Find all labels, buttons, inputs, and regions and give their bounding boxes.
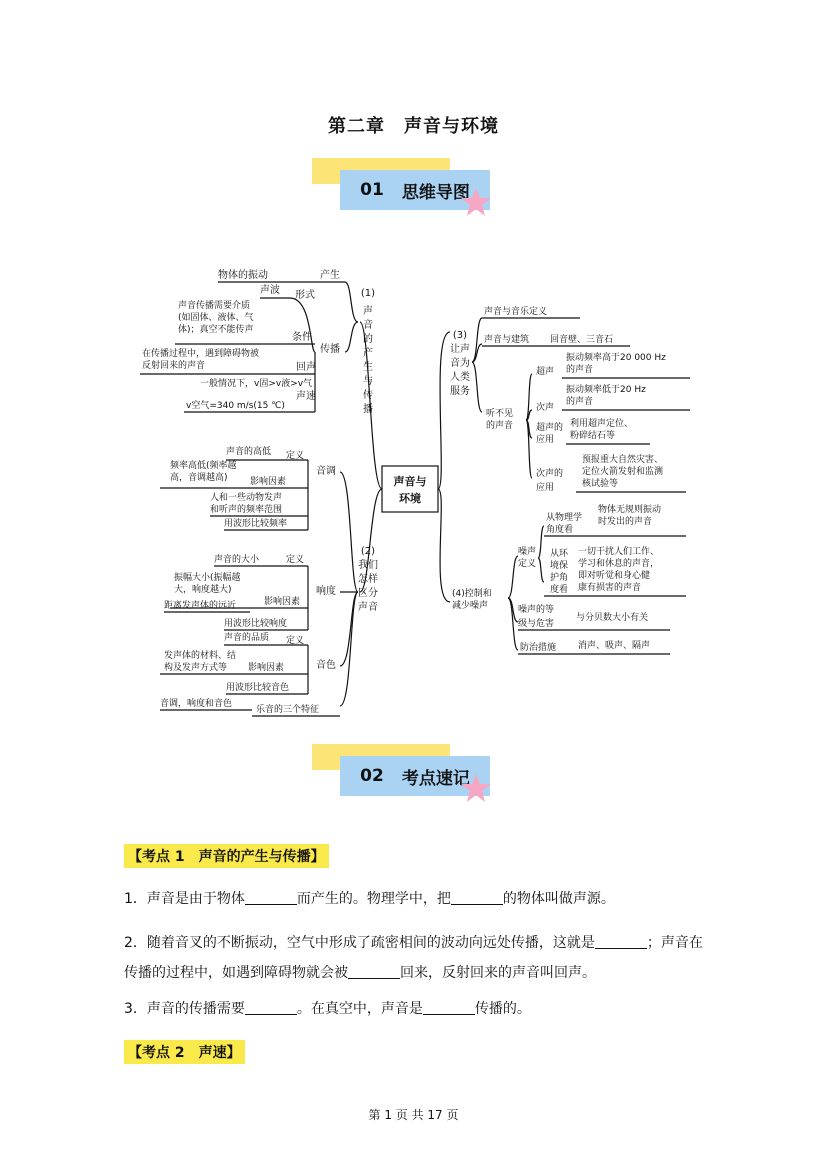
svg-text:护角: 护角	[550, 573, 569, 583]
svg-text:康有损害的声音: 康有损害的声音	[578, 583, 642, 593]
svg-text:用波形比较响度: 用波形比较响度	[224, 619, 288, 629]
svg-text:影响因素: 影响因素	[250, 477, 287, 487]
banner-label: 思维导图	[401, 182, 470, 203]
mind-map	[130, 262, 690, 722]
svg-text:定义: 定义	[286, 636, 305, 646]
svg-text:减少噪声: 减少噪声	[452, 601, 489, 611]
svg-text:物体的振动: 物体的振动	[218, 270, 268, 281]
svg-text:的声音: 的声音	[566, 365, 594, 375]
svg-text:从环: 从环	[550, 549, 569, 559]
svg-text:产: 产	[363, 348, 373, 359]
svg-text:传: 传	[363, 390, 373, 401]
question-3: 3．声音的传播需要 。在真空中，声音是 传播的。	[124, 1001, 531, 1017]
svg-text:一切干扰人们工作、: 一切干扰人们工作、	[578, 547, 660, 557]
svg-text:振动频率高于20 000 Hz: 振动频率高于20 000 Hz	[566, 353, 666, 363]
page-footer: 第 1 页 共 17 页	[368, 1108, 459, 1122]
svg-text:怎样: 怎样	[358, 574, 378, 585]
svg-text:声音与音乐定义: 声音与音乐定义	[484, 307, 548, 317]
svg-text:发声体的材料、结: 发声体的材料、结	[164, 651, 237, 661]
svg-text:应用: 应用	[536, 435, 555, 445]
svg-text:区分: 区分	[358, 588, 378, 599]
answer-blank[interactable]	[245, 890, 297, 905]
svg-text:回声: 回声	[296, 362, 316, 373]
svg-text:防治措施: 防治措施	[520, 643, 557, 653]
svg-text:的声音: 的声音	[486, 421, 514, 431]
svg-text:消声、吸声、隔声: 消声、吸声、隔声	[578, 641, 651, 651]
svg-text:振幅大小(振幅越: 振幅大小(振幅越	[174, 573, 241, 583]
svg-text:声音与建筑: 声音与建筑	[484, 335, 530, 345]
svg-text:与: 与	[363, 376, 373, 387]
svg-text:噪声的等: 噪声的等	[518, 605, 555, 615]
svg-text:应用: 应用	[536, 483, 555, 493]
star-icon	[460, 772, 492, 804]
svg-text:粉碎结石等: 粉碎结石等	[570, 431, 616, 441]
svg-text:v空气=340 m/s(15 ℃): v空气=340 m/s(15 ℃)	[186, 401, 285, 411]
svg-text:传播: 传播	[320, 344, 340, 355]
svg-text:定义: 定义	[518, 559, 537, 569]
svg-text:构及发声方式等: 构及发声方式等	[164, 663, 228, 673]
svg-text:从物理学: 从物理学	[546, 513, 583, 523]
svg-text:振动频率低于20 Hz: 振动频率低于20 Hz	[566, 385, 646, 395]
svg-text:播: 播	[363, 404, 373, 415]
svg-text:人类: 人类	[450, 372, 470, 383]
page-title: 第二章 声音与环境	[328, 116, 499, 137]
svg-text:的声音: 的声音	[566, 397, 594, 407]
svg-text:声音传播需要介质: 声音传播需要介质	[178, 301, 251, 311]
svg-text:条件: 条件	[292, 332, 312, 343]
svg-text:(4)控制和: (4)控制和	[452, 589, 492, 599]
svg-text:影响因素: 影响因素	[264, 597, 301, 607]
branch3-label	[450, 330, 470, 397]
svg-text:声音的高低: 声音的高低	[226, 447, 272, 457]
svg-text:声音: 声音	[358, 602, 378, 613]
svg-text:音为: 音为	[450, 358, 470, 369]
svg-text:服务: 服务	[450, 386, 470, 397]
svg-text:境保: 境保	[550, 561, 569, 571]
answer-blank[interactable]	[423, 1000, 475, 1015]
svg-text:(1): (1)	[360, 288, 376, 299]
banner-number: 01	[360, 180, 384, 200]
svg-text:声波: 声波	[260, 285, 280, 296]
svg-text:核试验等: 核试验等	[582, 479, 619, 489]
svg-text:次声: 次声	[536, 403, 555, 413]
answer-blank[interactable]	[595, 934, 647, 949]
svg-text:我们: 我们	[358, 560, 378, 571]
question-1: 1．声音是由于物体 而产生的。物理学中，把 的物体叫做声源。	[124, 891, 615, 907]
svg-text:乐音的三个特征: 乐音的三个特征	[256, 705, 320, 715]
svg-text:超声的: 超声的	[536, 423, 564, 433]
mindmap-center-line2: 环境	[399, 492, 421, 505]
svg-text:角度看: 角度看	[546, 525, 574, 535]
banner-label: 考点速记	[401, 768, 470, 789]
svg-text:声: 声	[363, 306, 373, 317]
svg-text:定位火箭发射和监测: 定位火箭发射和监测	[582, 467, 664, 477]
svg-text:利用超声定位、: 利用超声定位、	[570, 419, 634, 429]
answer-blank[interactable]	[348, 964, 400, 979]
answer-blank[interactable]	[451, 890, 503, 905]
answer-blank[interactable]	[245, 1000, 297, 1015]
svg-text:频率高低(频率越: 频率高低(频率越	[170, 461, 237, 471]
svg-text:距离发声体的远近: 距离发声体的远近	[164, 601, 237, 611]
section-banner-keypoints	[312, 744, 492, 804]
svg-text:高，音调越高): 高，音调越高)	[170, 473, 228, 483]
svg-text:音调，响度和音色: 音调，响度和音色	[160, 699, 233, 709]
svg-text:定义: 定义	[286, 555, 305, 565]
svg-text:生: 生	[363, 362, 373, 373]
kaodian2-tag: 【考点 2 声速】	[124, 1040, 245, 1064]
svg-text:学习和休息的声音，: 学习和休息的声音，	[578, 559, 660, 569]
svg-text:让声: 让声	[450, 344, 470, 355]
svg-text:和听声的频率范围: 和听声的频率范围	[210, 505, 283, 515]
svg-text:(2): (2)	[360, 546, 376, 557]
svg-text:影响因素: 影响因素	[248, 663, 285, 673]
svg-text:声速: 声速	[296, 391, 316, 402]
banner-number: 02	[360, 766, 384, 786]
svg-text:反射回来的声音: 反射回来的声音	[142, 361, 206, 371]
branch2-label	[358, 546, 378, 613]
branch1-label	[361, 288, 375, 415]
svg-text:音调: 音调	[316, 466, 336, 477]
svg-text:(如固体、液体、气: (如固体、液体、气	[178, 313, 254, 323]
svg-text:用波形比较频率: 用波形比较频率	[224, 519, 288, 529]
svg-text:一般情况下，v固>v液>v气: 一般情况下，v固>v液>v气	[200, 379, 313, 389]
star-icon	[460, 186, 492, 218]
svg-text:在传播过程中，遇到障碍物被: 在传播过程中，遇到障碍物被	[142, 349, 260, 359]
svg-text:次声的: 次声的	[536, 469, 564, 479]
svg-text:声音的品质: 声音的品质	[224, 633, 270, 643]
svg-text:大，响度越大): 大，响度越大)	[174, 585, 232, 595]
svg-text:人和一些动物发声: 人和一些动物发声	[210, 493, 283, 503]
svg-text:用波形比较音色: 用波形比较音色	[226, 683, 290, 693]
svg-text:声音的大小: 声音的大小	[214, 555, 260, 565]
svg-text:物体无规则振动: 物体无规则振动	[598, 505, 662, 515]
branch4-label	[452, 587, 492, 611]
mindmap-center-line1: 声音与	[393, 475, 427, 488]
svg-text:超声: 超声	[536, 367, 555, 377]
svg-text:噪声: 噪声	[518, 547, 537, 557]
svg-text:音色: 音色	[316, 660, 336, 671]
svg-text:音: 音	[363, 320, 373, 331]
svg-text:回音壁、三音石: 回音壁、三音石	[550, 335, 614, 345]
kaodian1-tag: 【考点 1 声音的产生与传播】	[124, 844, 329, 868]
svg-text:与分贝数大小有关: 与分贝数大小有关	[576, 613, 649, 623]
svg-text:体)；真空不能传声: 体)；真空不能传声	[178, 325, 254, 335]
svg-text:形式: 形式	[295, 290, 315, 301]
svg-text:即对听觉和身心健: 即对听觉和身心健	[578, 571, 651, 581]
svg-text:听不见: 听不见	[486, 409, 514, 419]
section-banner-mindmap	[312, 158, 492, 218]
svg-text:响度: 响度	[316, 586, 336, 597]
mindmap-center-box	[382, 466, 438, 512]
svg-text:(3): (3)	[452, 330, 468, 341]
svg-text:度看: 度看	[550, 585, 569, 595]
svg-text:产生: 产生	[320, 270, 340, 281]
svg-text:定义: 定义	[286, 451, 305, 461]
svg-text:的: 的	[363, 334, 373, 345]
question-2: 2．随着音叉的不断振动，空气中形成了疏密相间的波动向远处传播，这就是 ；声音在 传播的过程中，如遇到障碍物就会被 回来，反射回来的声音叫回声。	[124, 935, 703, 981]
svg-text:预报重大自然灾害、: 预报重大自然灾害、	[582, 455, 664, 465]
svg-text:时发出的声音: 时发出的声音	[598, 517, 653, 527]
svg-text:级与危害: 级与危害	[518, 619, 555, 629]
